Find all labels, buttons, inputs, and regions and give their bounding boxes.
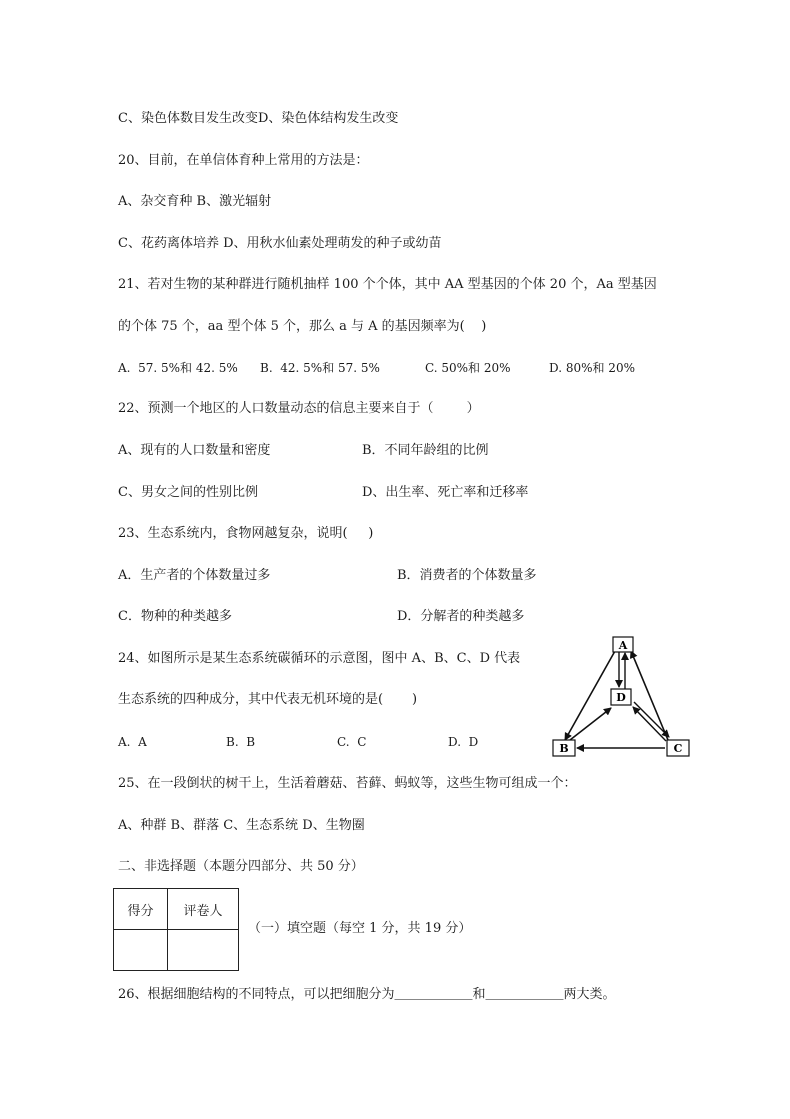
q21-option-d: D. 80%和 20% xyxy=(549,361,635,375)
q24-option-d: D. D xyxy=(448,735,479,749)
q21-stem-line1: 21、若对生物的某种群进行随机抽样 100 个个体，其中 AA 型基因的个体 20 个，Aa 型基因 xyxy=(118,277,657,292)
q26-stem: 26、根据细胞结构的不同特点，可以把细胞分为＿＿＿＿＿＿和＿＿＿＿＿＿两大类。 xyxy=(118,987,616,1002)
q25-stem: 25、在一段倒状的树干上，生活着蘑菇、苔藓、蚂蚁等，这些生物可组成一个： xyxy=(118,776,577,791)
q25-options: A、种群 B、群落 C、生态系统 D、生物圈 xyxy=(118,818,365,833)
q22-option-d: D、出生率、死亡率和迁移率 xyxy=(362,485,529,500)
fill-blank-title: （一）填空题（每空 1 分，共 19 分） xyxy=(248,921,472,936)
q24-option-a: A. A xyxy=(118,735,147,749)
q21-option-a: A. 57. 5%和 42. 5% xyxy=(118,361,238,375)
carbon-cycle-diagram xyxy=(548,634,698,764)
q23-stem: 23、生态系统内，食物网越复杂，说明( ) xyxy=(118,526,374,541)
q20-options-ab: A、杂交育种 B、激光辐射 xyxy=(118,194,272,209)
q23-option-d: D．分解者的种类越多 xyxy=(397,609,525,624)
q21-option-c: C. 50%和 20% xyxy=(425,361,511,375)
q23-option-c: C．物种的种类越多 xyxy=(118,609,232,624)
q24-option-c: C. C xyxy=(337,735,367,749)
label-a: A xyxy=(618,639,628,652)
arrow-a-to-b xyxy=(565,651,615,740)
q21-stem-line2: 的个体 75 个，aa 型个体 5 个，那么 a 与 A 的基因频率为( ) xyxy=(118,319,487,334)
label-b: B xyxy=(559,742,569,755)
q22-stem: 22、预测一个地区的人口数量动态的信息主要来自于（ ） xyxy=(118,401,480,416)
q24-option-b: B. B xyxy=(226,735,256,749)
q20-stem: 20、目前，在单信体育种上常用的方法是： xyxy=(118,153,369,168)
q22-option-a: A、现有的人口数量和密度 xyxy=(118,443,271,458)
score-header: 得分 xyxy=(114,889,168,930)
label-c: C xyxy=(673,742,683,755)
score-cell[interactable] xyxy=(114,930,168,971)
q21-option-b: B. 42. 5%和 57. 5% xyxy=(260,361,380,375)
arrow-c-to-a xyxy=(631,651,668,740)
q23-option-a: A．生产者的个体数量过多 xyxy=(118,568,271,583)
label-d: D xyxy=(616,691,626,704)
grader-header: 评卷人 xyxy=(168,889,239,930)
q23-option-b: B．消费者的个体数量多 xyxy=(397,568,537,583)
q24-stem-line1: 24、如图所示是某生态系统碳循环的示意图，图中 A、B、C、D 代表 xyxy=(118,651,521,666)
grader-cell[interactable] xyxy=(168,930,239,971)
q24-stem-line2: 生态系统的四种成分，其中代表无机环境的是( ) xyxy=(118,692,418,707)
arrow-d-to-c xyxy=(634,702,669,737)
section-2-title: 二、非选择题（本题分四部分、共 50 分） xyxy=(118,859,364,874)
q20-options-cd: C、花药离体培养 D、用秋水仙素处理萌发的种子或幼苗 xyxy=(118,236,442,251)
q22-option-b: B．不同年龄组的比例 xyxy=(362,443,489,458)
q19-options-cd: C、染色体数目发生改变D、染色体结构发生改变 xyxy=(118,111,399,126)
score-table xyxy=(113,888,239,971)
arrow-b-to-d xyxy=(570,708,611,740)
q22-option-c: C、男女之间的性别比例 xyxy=(118,485,258,500)
